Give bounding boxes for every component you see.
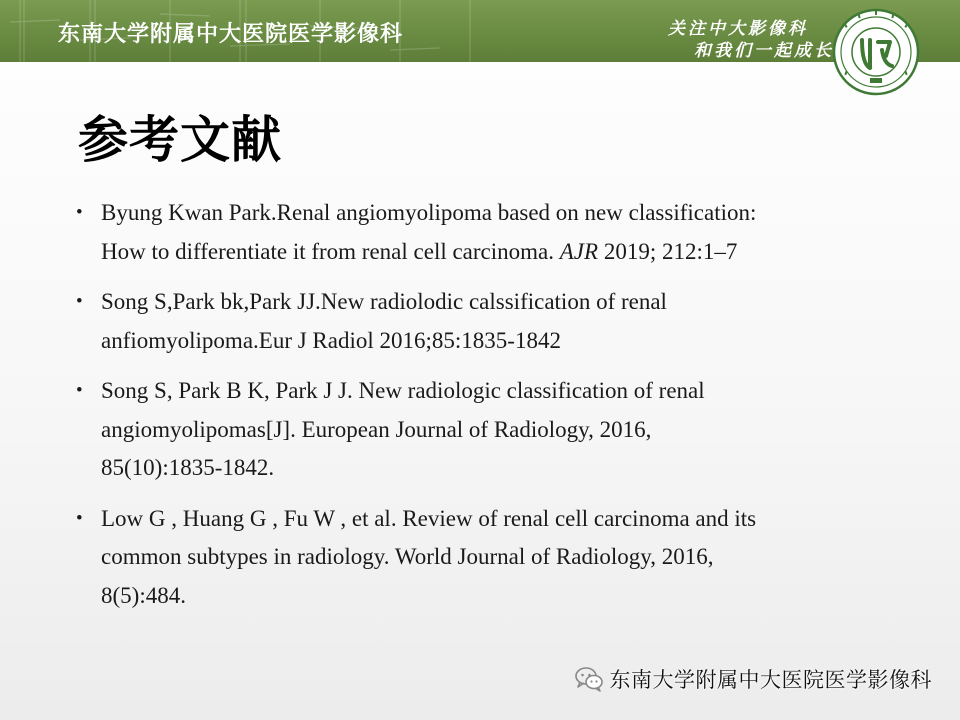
slogan-line-2: 和我们一起成长 (694, 41, 834, 61)
watermark-text: 东南大学附属中大医院医学影像科 (609, 668, 932, 692)
reference-text: Low G , Huang G , Fu W , et al. Review of renal cell carcinoma and its common subtypes in radiology. World Journal of Radiology, 2016, 8(5):484. (101, 505, 757, 608)
header-band (0, 0, 960, 62)
reference-item-4 (76, 500, 896, 616)
page-title: 参考文献 (78, 111, 282, 169)
reference-item-3 (76, 372, 896, 488)
reference-item-1 (76, 194, 896, 271)
bullet-icon: • (76, 291, 83, 312)
bullet-icon: • (76, 380, 83, 401)
reference-text: Song S, Park B K, Park J J. New radiologic classification of renal angiomyolipomas[J]. European Journal of Radiology, 2016, 85(10):1835-1842. (101, 378, 705, 480)
journal-name: AJR (559, 238, 599, 264)
reference-text: Byung Kwan Park.Renal angiomyolipoma based on new classification: How to differentiate it from renal cell carcinoma. AJR 2019; 212:1–7 (101, 200, 757, 264)
reference-item-2 (76, 283, 896, 360)
reference-text: Song S,Park bk,Park JJ.New radiolodic calssification of renal anfiomyolipoma.Eur J Radiol 2016;85:1835-1842 (101, 289, 667, 353)
wechat-icon (574, 666, 604, 692)
watermark (574, 664, 933, 694)
bullet-icon: • (76, 202, 83, 223)
reference-list (76, 194, 896, 627)
hospital-seal-icon (832, 8, 920, 96)
header-title: 东南大学附属中大医院医学影像科 (58, 22, 404, 47)
slogan-line-1: 关注中大影像科 (668, 19, 808, 39)
bullet-icon: • (76, 507, 83, 529)
